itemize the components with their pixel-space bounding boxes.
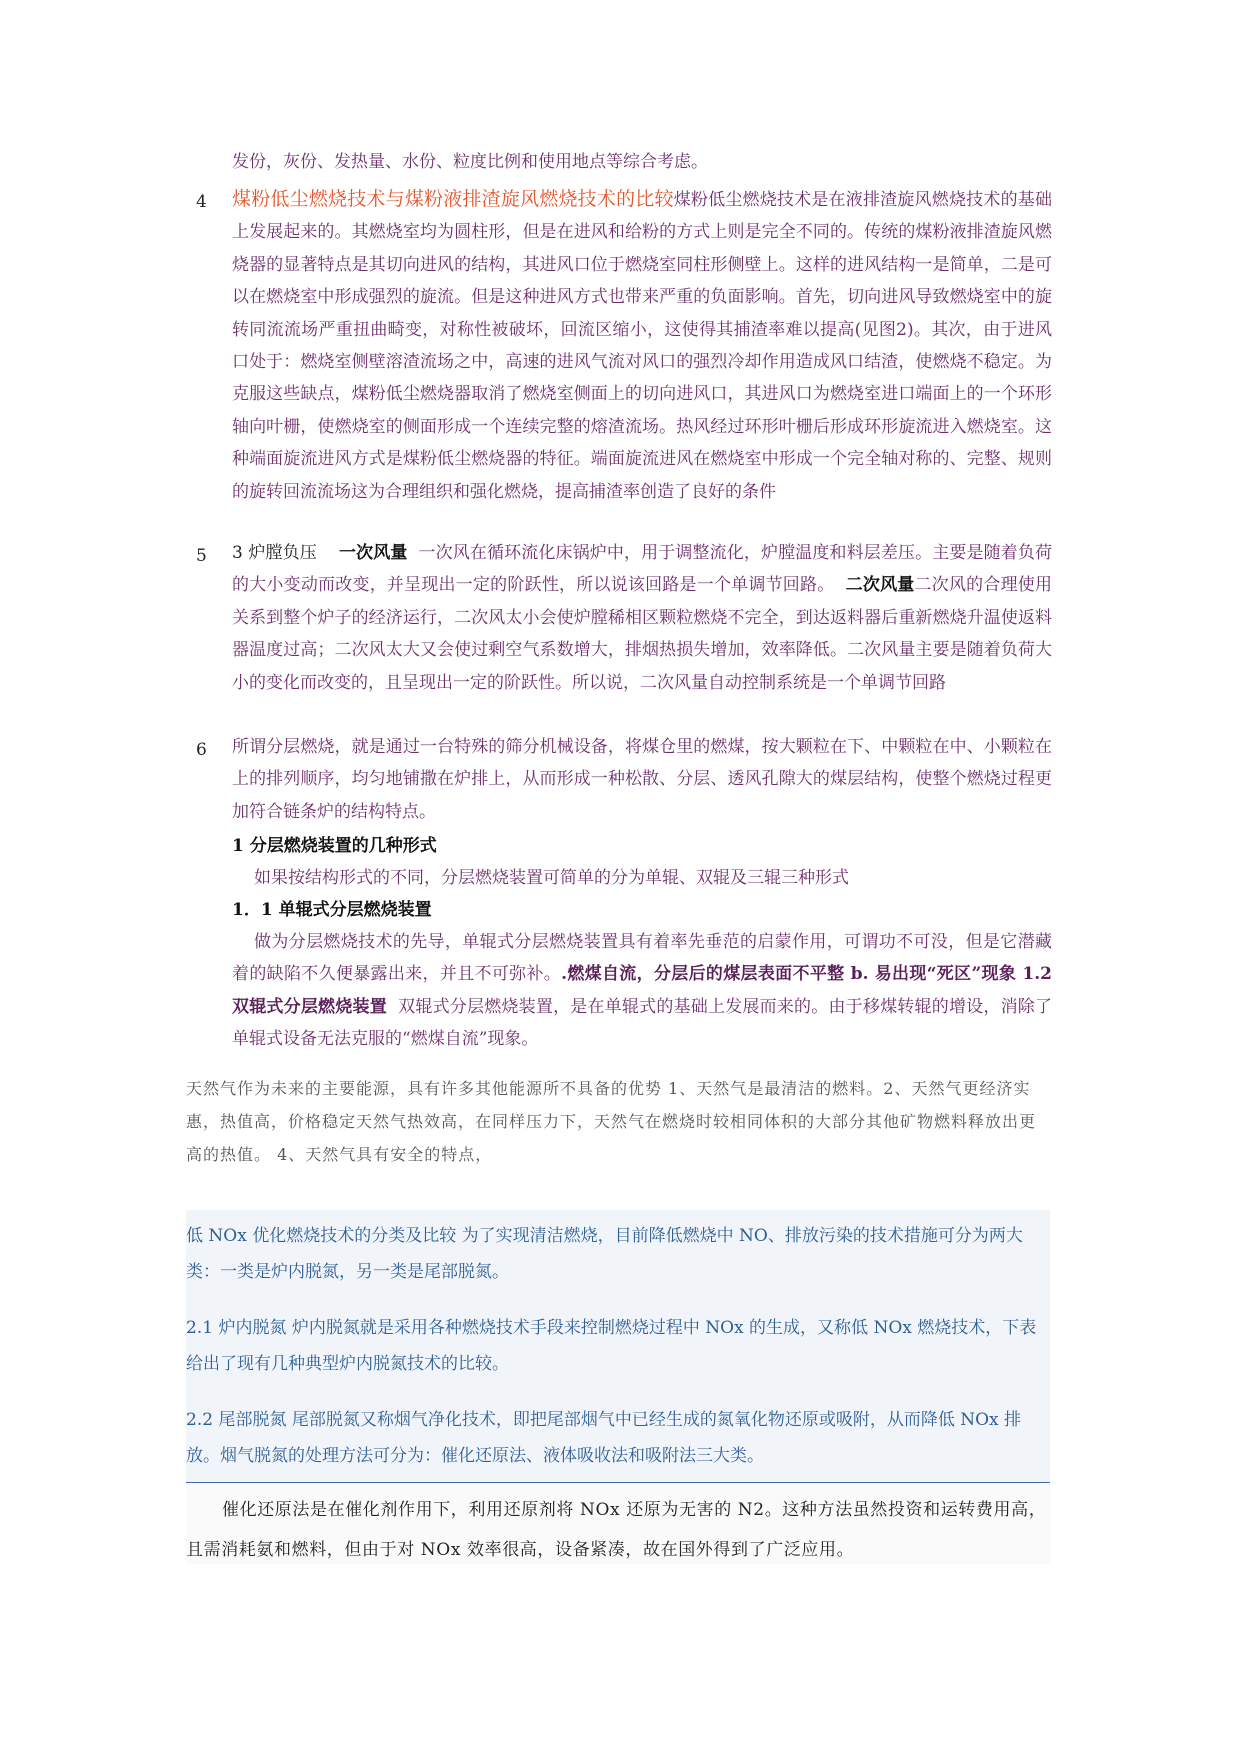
- item-5-lead: 3 炉膛负压: [232, 543, 317, 563]
- continuation-text: 发份，灰份、发热量、水份、粒度比例和使用地点等综合考虑。: [232, 152, 708, 172]
- secondary-air-heading: 二次风量: [845, 575, 915, 596]
- natural-gas-paragraph: 天然气作为未来的主要能源，具有许多其他能源所不具备的优势 1、天然气是最清洁的燃料。2、天然气更经济实惠，热值高，价格稳定天然气热效高，在同样压力下，天然气在燃烧时较相同体积的大部分其他矿物燃料释放出更高的热值。 4、天然气具有安全的特点，: [186, 1079, 1037, 1164]
- defects-and-heading-1-2: .燃煤自流，分层后的煤层表面不平整 b. 易出现“死区”现象 1.2 双辊式分层燃烧装置: [232, 964, 1052, 1017]
- item-6-body: 所谓分层燃烧，就是通过一台特殊的筛分机械设备，将煤仓里的燃煤，按大颗粒在下、中颗粒在中、小颗粒在上的排列顺序，均匀地铺撒在炉排上，从而形成一种松散、分层、透风孔隙大的煤层结构，使整个燃烧过程更加符合链条炉的结构特点。: [232, 737, 1052, 822]
- nox-in-furnace: 2.1 炉内脱氮 炉内脱氮就是采用各种燃烧技术手段来控制燃烧过程中 NOx 的生成，又称低 NOx 燃烧技术，下表给出了现有几种典型炉内脱氮技术的比较。: [186, 1318, 1037, 1374]
- item-5-paragraph: [232, 537, 1052, 699]
- nox-tail: 2.2 尾部脱氮 尾部脱氮又称烟气净化技术，即把尾部烟气中已经生成的氮氧化物还原或吸附，从而降低 NOx 排放。烟气脱氮的处理方法可分为：催化还原法、液体吸收法和吸附法三大类。: [186, 1410, 1022, 1466]
- section-heading-1: 1 分层燃烧装置的几种形式: [232, 836, 437, 856]
- section-1-1-paragraph: [232, 926, 1052, 1056]
- item-4-body: 煤粉低尘燃烧技术是在液排渣旋风燃烧技术的基础上发展起来的。其燃烧室均为圆柱形，但是在进风和给粉的方式上则是完全不同的。传统的煤粉液排渣旋风燃烧器的显著特点是其切向进风的结构，其进风口位于燃烧室同柱形侧壁上。这样的进风结构一是简单，二是可以在燃烧室中形成强烈的旋流。但是这种进风方式也带来严重的负面影响。首先，切向进风导致燃烧室中的旋转同流流场严重扭曲畸变，对称性被破坏，回流区缩小，这使得其捕渣率难以提高(见图2)。其次，由于进风口处于：燃烧室侧壁溶渣流场之中，高速的进风气流对风口的强烈冷却作用造成风口结渣，使燃烧不稳定。为克服这些缺点，煤粉低尘燃烧器取消了燃烧室侧面上的切向进风口，其进风口为燃烧室进口端面上的一个环形轴向叶栅，使燃烧室的侧面形成一个连续完整的熔渣流场。热风经过环形叶栅后形成环形旋流进入燃烧室。这种端面旋流进风方式是煤粉低尘燃烧器的特征。端面旋流进风在燃烧室中形成一个完全轴对称的、完整、规则的旋转回流流场这为合理组织和强化燃烧，提高捕渣率创造了良好的条件: [232, 190, 1052, 502]
- item-number-5: 5: [196, 546, 207, 566]
- item-6-paragraph: [232, 731, 1052, 828]
- item-number-4: 4: [196, 192, 207, 212]
- paragraph-continuation: [232, 146, 1052, 178]
- section-heading-1-1: 1．1 单辊式分层燃烧装置: [232, 900, 432, 920]
- catalytic-paragraph: 催化还原法是在催化剂作用下，利用还原剂将 NOx 还原为无害的 N2。这种方法虽然投资和运转费用高，且需消耗氨和燃料，但由于对 NOx 效率很高，设备紧凑，故在国外得到了广泛应用。: [186, 1500, 1047, 1560]
- item-number-6: 6: [196, 740, 207, 760]
- primary-air-heading: 一次风量: [338, 543, 408, 563]
- item-4-paragraph: [232, 183, 1052, 508]
- double-roller-text: 双辊式分层燃烧装置，是在单辊式的基础上发展而来的。由于移煤转辊的增设，消除了单辊式设备无法克服的“燃煤自流”现象。: [232, 996, 1053, 1050]
- primary-air-text: 一次风在循环流化床锅炉中，用于调整流化，炉膛温度和料层差压。主要是随着负荷的大小变动而改变，并呈现出一定的阶跃性，所以说该回路是一个单调节回路。: [232, 543, 1052, 596]
- nox-intro: 低 NOx 优化燃烧技术的分类及比较 为了实现清洁燃烧，目前降低燃烧中 NO、排放污染的技术措施可分为两大类：一类是炉内脱氮，另一类是尾部脱氮。: [186, 1226, 1023, 1282]
- secondary-air-text: 二次风的合理使用关系到整个炉子的经济运行，二次风太小会使炉膛稀相区颗粒燃烧不完全，到达返料器后重新燃烧升温使返料器温度过高；二次风太大又会使过剩空气系数增大，排烟热损失增加，效率降低。二次风量主要是随着负荷大小的变化而改变的，且呈现出一定的阶跃性。所以说，二次风量自动控制系统是一个单调节回路: [232, 575, 1053, 693]
- item-4-title: 煤粉低尘燃烧技术与煤粉液排渣旋风燃烧技术的比较: [232, 188, 674, 210]
- single-roller-text: 做为分层燃烧技术的先导，单辊式分层燃烧装置具有着率先垂范的启蒙作用，可谓功不可没，但是它潜藏着的缺陷不久便暴露出来，并且不可弥补。: [232, 932, 1052, 985]
- section-1-text: 如果按结构形式的不同，分层燃烧装置可简单的分为单辊、双辊及三辊三种形式: [254, 868, 849, 888]
